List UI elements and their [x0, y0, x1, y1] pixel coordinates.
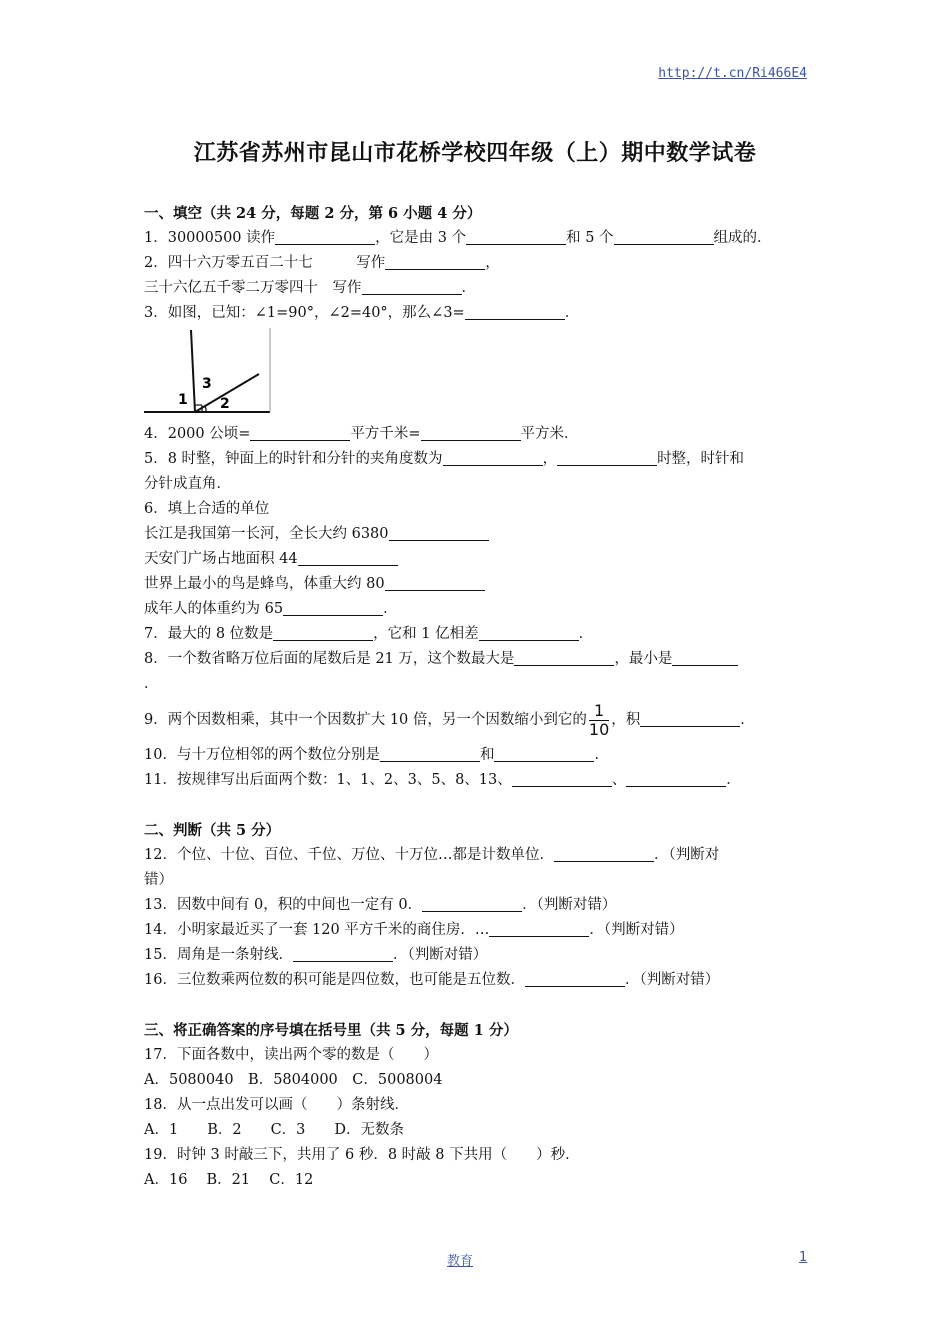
q6d-text-a: 成年人的体重约为 65 [144, 601, 284, 617]
answer-blank[interactable] [494, 745, 594, 762]
q11-text-c: ． [726, 772, 741, 788]
q14-text-a: 14．小明家最近买了一套 120 平方千米的商住房．… [144, 922, 490, 938]
answer-blank[interactable] [443, 449, 543, 466]
answer-blank[interactable] [512, 770, 612, 787]
angle-label-1: 1 [178, 392, 188, 408]
fraction [589, 702, 609, 739]
answer-blank[interactable] [640, 710, 740, 727]
question-9 [144, 697, 814, 743]
q14-text-b: ．（判断对错） [589, 922, 684, 938]
answer-blank[interactable] [465, 303, 565, 320]
question-8 [144, 647, 814, 672]
section3-heading: 三、将正确答案的序号填在括号里（共 5 分，每题 1 分） [144, 1022, 518, 1039]
question-6c [144, 572, 814, 597]
q8-text-a: 8．一个数省略万位后面的尾数后是 21 万，这个数最大是 [144, 651, 515, 667]
q5-text-a: 5．8 时整，钟面上的时针和分针的夹角度数为 [144, 451, 443, 467]
q7-text-a: 7．最大的 8 位数是 [144, 626, 274, 642]
question-1 [144, 226, 814, 251]
q4-text-b: 平方千米= [350, 426, 421, 442]
question-10 [144, 743, 814, 768]
question-17: 17．下面各数中，读出两个零的数是（ ） [144, 1047, 438, 1063]
question-8-cont: ． [144, 676, 159, 692]
q9-text-a: 9．两个因数相乘，其中一个因数扩大 10 倍，另一个因数缩小到它的 [144, 712, 587, 728]
answer-blank[interactable] [672, 649, 738, 666]
q12-text-a: 12．个位、十位、百位、千位、万位、十万位…都是计数单位． [144, 847, 554, 863]
question-2-part-b [144, 276, 814, 301]
answer-blank[interactable] [422, 895, 522, 912]
answer-blank[interactable] [250, 424, 350, 441]
answer-blank[interactable] [557, 449, 657, 466]
exam-body [144, 201, 814, 1193]
q2-text-a: 2．四十六万零五百二十七 写作 [144, 255, 386, 271]
answer-blank[interactable] [421, 424, 521, 441]
answer-blank[interactable] [275, 228, 375, 245]
question-14 [144, 918, 814, 943]
question-7 [144, 622, 814, 647]
question-16 [144, 968, 814, 993]
question-6d [144, 597, 814, 622]
spacer [144, 793, 814, 818]
answer-blank[interactable] [283, 599, 383, 616]
section1-heading: 一、填空（共 24 分，每题 2 分，第 6 小题 4 分） [144, 205, 482, 222]
answer-blank[interactable] [362, 278, 462, 295]
q10-text-a: 10．与十万位相邻的两个数位分别是 [144, 747, 380, 763]
question-19-options: A．16 B．21 C．12 [144, 1172, 314, 1188]
question-6b [144, 547, 814, 572]
q8-text-b: ，最小是 [614, 651, 673, 667]
q2-text-b: ， [485, 255, 500, 271]
page-number: 1 [799, 1250, 808, 1265]
q1-text-b: ，它是由 3 个 [375, 230, 467, 246]
answer-blank[interactable] [389, 524, 489, 541]
q1-text-d: 组成的． [713, 230, 772, 246]
q11-text-a: 11．按规律写出后面两个数：1、1、2、3、5、8、13、 [144, 772, 512, 788]
question-18-options: A．1 B．2 C．3 D．无数条 [144, 1122, 405, 1138]
q15-text-a: 15．周角是一条射线． [144, 947, 293, 963]
q9-text-b: ，积 [611, 712, 641, 728]
q11-text-b: 、 [611, 772, 627, 788]
spacer [144, 993, 814, 1018]
q7-text-b: ，它和 1 亿相差 [373, 626, 479, 642]
q5-text-b: ， [542, 451, 558, 467]
question-5 [144, 447, 814, 472]
question-6a [144, 522, 814, 547]
answer-blank[interactable] [489, 920, 589, 937]
question-2 [144, 251, 814, 276]
question-13 [144, 893, 814, 918]
answer-blank[interactable] [273, 624, 373, 641]
answer-blank[interactable] [293, 945, 393, 962]
q3-text-b: ． [564, 305, 580, 321]
answer-blank[interactable] [514, 649, 614, 666]
q6a-text: 长江是我国第一长河，全长大约 6380 [144, 526, 389, 542]
angle-figure [144, 328, 814, 422]
question-18: 18．从一点出发可以画（ ）条射线． [144, 1097, 409, 1113]
answer-blank[interactable] [385, 574, 485, 591]
q5-text-c: 时整，时针和 [657, 451, 745, 467]
question-6: 6．填上合适的单位 [144, 501, 270, 517]
answer-blank[interactable] [298, 549, 398, 566]
footer-link[interactable]: 教育 [447, 1254, 474, 1269]
angle-diagram [144, 328, 274, 418]
q4-text-c: 平方米． [520, 426, 579, 442]
question-19: 19．时钟 3 时敲三下，共用了 6 秒．8 时敲 8 下共用（ ）秒． [144, 1147, 580, 1163]
answer-blank[interactable] [466, 228, 566, 245]
q13-text-a: 13．因数中间有 0，积的中间也一定有 0． [144, 897, 423, 913]
q10-text-c: ． [594, 747, 609, 763]
q6b-text: 天安门广场占地面积 44 [144, 551, 298, 567]
question-4 [144, 422, 814, 447]
q6d-text-b: ． [383, 601, 398, 617]
q9-text-c: ． [740, 712, 755, 728]
question-12 [144, 843, 814, 868]
q7-text-c: ． [578, 626, 594, 642]
question-3 [144, 301, 814, 326]
q1-text-c: 和 5 个 [566, 230, 614, 246]
question-17-options: A．5080040 B．5804000 C．5008004 [144, 1072, 443, 1088]
q3-text-a: 3．如图，已知：∠1=90°，∠2=40°，那么∠3= [144, 305, 465, 321]
q2b-text-a: 三十六亿五千零二万零四十 写作 [144, 280, 362, 296]
vertical-ray [191, 330, 195, 412]
angle-label-3: 3 [202, 376, 212, 392]
q15-text-b: ．（判断对错） [392, 947, 488, 963]
q4-text-a: 4．2000 公顷= [144, 426, 251, 442]
answer-blank[interactable] [380, 745, 480, 762]
q2b-text-b: ． [461, 280, 476, 296]
answer-blank[interactable] [525, 970, 625, 987]
question-15 [144, 943, 814, 968]
question-11 [144, 768, 814, 793]
answer-blank[interactable] [479, 624, 579, 641]
angle-label-2: 2 [220, 396, 230, 412]
answer-blank[interactable] [554, 845, 654, 862]
q13-text-b: ．（判断对错） [522, 897, 617, 913]
q16-text-b: ．（判断对错） [624, 972, 720, 988]
answer-blank[interactable] [614, 228, 714, 245]
fraction-numerator: 1 [589, 702, 609, 721]
header-link[interactable]: http://t.cn/Ri466E4 [658, 66, 807, 81]
question-5-cont: 分针成直角． [144, 476, 231, 492]
q10-text-b: 和 [479, 747, 495, 763]
page-title: 江苏省苏州市昆山市花桥学校四年级（上）期中数学试卷 [193, 140, 757, 166]
q6c-text: 世界上最小的鸟是蜂鸟，体重大约 80 [144, 576, 385, 592]
answer-blank[interactable] [385, 253, 485, 270]
q1-text-a: 1．30000500 读作 [144, 230, 276, 246]
q16-text-a: 16．三位数乘两位数的积可能是四位数，也可能是五位数． [144, 972, 525, 988]
answer-blank[interactable] [626, 770, 726, 787]
question-12-cont: 错） [144, 872, 173, 888]
fraction-denominator: 10 [588, 719, 610, 739]
section2-heading: 二、判断（共 5 分） [144, 822, 281, 839]
q12-text-b: ．（判断对 [653, 847, 720, 863]
